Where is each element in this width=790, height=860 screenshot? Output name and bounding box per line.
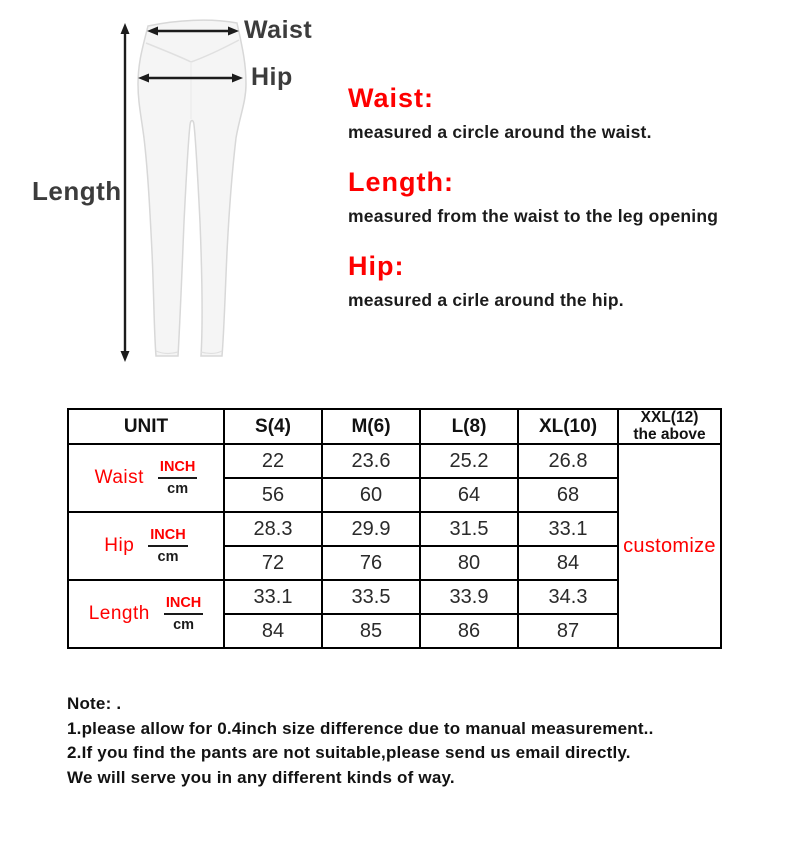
table-row [68, 444, 721, 478]
length-cm-m: 85 [322, 614, 420, 648]
hip-definition-term: Hip: [348, 251, 405, 281]
size-header-m: M(6) [322, 409, 420, 444]
length-diagram-label: Length [32, 176, 122, 206]
hip-cm-l: 80 [420, 546, 518, 580]
waist-definition [348, 82, 778, 143]
table-header-row [68, 409, 721, 444]
hip-cm-xl: 84 [518, 546, 618, 580]
hip-diagram-label: Hip [251, 63, 293, 91]
length-cm-l: 86 [420, 614, 518, 648]
hip-cm-m: 76 [322, 546, 420, 580]
hip-inch-s: 28.3 [224, 512, 322, 546]
length-cm-xl: 87 [518, 614, 618, 648]
hip-definition-description: measured a cirle around the hip. [348, 290, 624, 310]
length-inch-xl: 34.3 [518, 580, 618, 614]
hip-inch-xl: 33.1 [518, 512, 618, 546]
size-header-l: L(8) [420, 409, 518, 444]
size-header-xl: XL(10) [518, 409, 618, 444]
waist-inch-m: 23.6 [322, 444, 420, 478]
length-row-label: Length [88, 603, 150, 624]
waist-diagram-label: Waist [244, 16, 313, 44]
notes-section [67, 692, 707, 790]
note-line-1: 1.please allow for 0.4inch size difference due to manual measurement.. [67, 718, 654, 738]
waist-cm-s: 56 [224, 478, 322, 512]
note-line-2: 2.If you find the pants are not suitable,please send us email directly. [67, 743, 631, 762]
length-arrow [121, 23, 130, 362]
waist-row-label: Waist [94, 467, 144, 488]
hip-row-label-cell [68, 512, 224, 580]
measurement-diagram [0, 0, 340, 395]
length-cm-s: 84 [224, 614, 322, 648]
waist-definition-description: measured a circle around the waist. [348, 122, 652, 142]
inch-cm-unit-fraction: $\frac{\text{INCH}}{cm}$ [159, 459, 196, 497]
length-inch-l: 33.9 [420, 580, 518, 614]
unit-column-header: UNIT [68, 409, 224, 444]
hip-row-label: Hip [104, 535, 135, 556]
note-heading: Note: . [67, 694, 122, 713]
hip-definition [348, 250, 778, 311]
waist-inch-s: 22 [224, 444, 322, 478]
measurement-definitions [348, 82, 778, 334]
length-inch-m: 33.5 [322, 580, 420, 614]
waist-definition-term: Waist: [348, 83, 434, 113]
waist-inch-xl: 26.8 [518, 444, 618, 478]
inch-cm-unit-fraction: $\frac{\text{INCH}}{cm}$ [165, 595, 202, 633]
waist-cm-l: 64 [420, 478, 518, 512]
xxl-header-line2: the above [633, 425, 706, 443]
size-header-xxl [618, 409, 721, 444]
waist-inch-l: 25.2 [420, 444, 518, 478]
length-definition-term: Length: [348, 167, 454, 197]
length-inch-s: 33.1 [224, 580, 322, 614]
length-definition-description: measured from the waist to the leg opening [348, 206, 719, 226]
hip-inch-l: 31.5 [420, 512, 518, 546]
note-line-3: We will serve you in any different kinds of way. [67, 767, 455, 787]
size-chart-table [67, 408, 722, 649]
waist-cm-xl: 68 [518, 478, 618, 512]
inch-cm-unit-fraction: $\frac{\text{INCH}}{cm}$ [150, 527, 186, 565]
length-definition [348, 166, 778, 227]
customize-cell: customize [618, 444, 721, 648]
leggings-outline-shape [138, 20, 246, 356]
waist-cm-m: 60 [322, 478, 420, 512]
xxl-header-line1: XXL(12) [640, 409, 699, 426]
waist-row-label-cell [68, 444, 224, 512]
hip-cm-s: 72 [224, 546, 322, 580]
length-row-label-cell [68, 580, 224, 648]
hip-inch-m: 29.9 [322, 512, 420, 546]
size-header-s: S(4) [224, 409, 322, 444]
